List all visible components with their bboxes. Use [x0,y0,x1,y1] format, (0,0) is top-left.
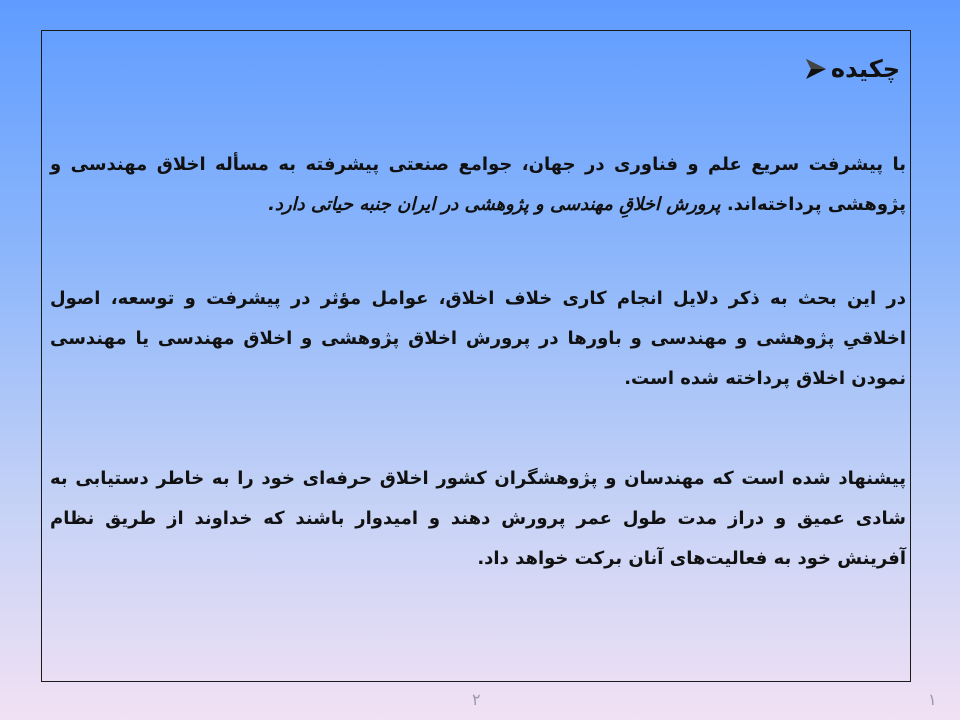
arrowhead-bullet-icon [803,56,829,82]
abstract-paragraph-3: پیشنهاد شده است که مهندسان و پژوهشگران کشور اخلاق حرفه‌ای خود را به خاطر دستیابی به شادی عمیق و دراز مدت طول عمر پرورش دهند و امیدوار باشند که خداوند از طریق نظام آفرینش خود به فعالیت‌های آنان برکت خواهد داد. [50,468,906,569]
slide-title: چکیده [830,55,900,83]
abstract-paragraph-1 [50,145,906,225]
paragraph-1-text: با پیشرفت سریع علم و فناوری در جهان، جوامع صنعتی پیشرفته به مسأله اخلاق مهندسی و پژوهشی پرداخته‌اند. [50,154,906,215]
page-number-center: ۲ [472,690,481,709]
page-number-right: ۱ [928,690,937,709]
slide-frame [41,30,911,682]
title-row [803,51,910,87]
paragraph-1-italic-text: پرورش اخلاقِ مهندسی و پژوهشی در ایران جنبه حیاتی دارد. [268,194,721,215]
abstract-paragraph-2: در این بحث به ذکر دلایل انجام کاری خلاف اخلاق، عوامل مؤثر در پیشرفت و توسعه، اصول اخلاقیِ پژوهشی و مهندسی و باورها در پرورش اخلاق پژوهشی و اخلاق مهندسی یا مهندسی نمودن اخلاق پرداخته شده است. [50,288,906,389]
